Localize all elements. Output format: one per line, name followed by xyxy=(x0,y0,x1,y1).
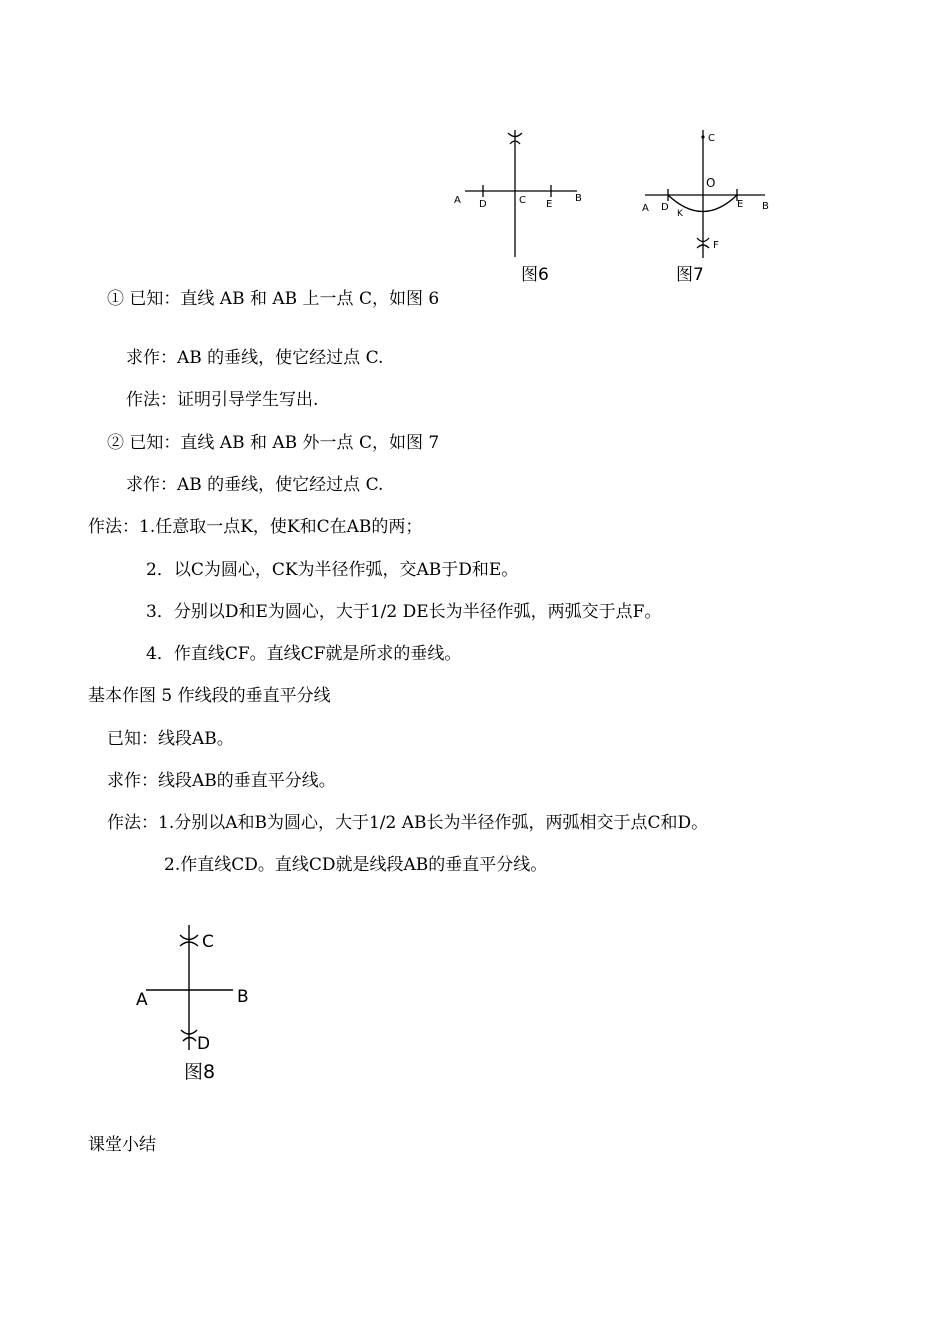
fig8-label-c: C xyxy=(202,932,214,952)
fig6-label-e: E xyxy=(546,199,553,210)
fig7-label-k: K xyxy=(677,209,683,219)
text-line-12: 求作：线段AB的垂直平分线。 xyxy=(107,771,336,791)
fig6-label-a: A xyxy=(454,195,461,206)
fig7-label-e: E xyxy=(737,199,744,210)
fig6-label-b: B xyxy=(575,193,582,204)
fig7-label-f: F xyxy=(713,240,719,251)
fig6-caption: 图6 xyxy=(521,265,549,285)
text-line-6: 作法：1.任意取一点K，使K和C在AB的两； xyxy=(88,517,423,537)
fig7-label-o: O xyxy=(706,176,716,190)
text-line-4: ② 已知：直线 AB 和 AB 外一点 C，如图 7 xyxy=(107,433,440,453)
fig7-label-d: D xyxy=(661,202,669,213)
text-line-8: 3．分别以D和E为圆心，大于1/2 DE长为半径作弧，两弧交于点F。 xyxy=(146,602,662,622)
fig7-label-c: C xyxy=(708,133,715,144)
section-heading: 基本作图 5 作线段的垂直平分线 xyxy=(88,686,331,706)
fig8-caption: 图8 xyxy=(184,1061,216,1083)
summary-heading: 课堂小结 xyxy=(88,1135,156,1155)
text-line-3: 作法：证明引导学生写出. xyxy=(126,390,319,410)
fig7-caption: 图7 xyxy=(676,265,704,285)
fig6-label-c: C xyxy=(519,195,526,206)
fig6-label-d: D xyxy=(479,199,487,210)
fig8-label-d: D xyxy=(197,1034,211,1054)
text-line-14: 2.作直线CD。直线CD就是线段AB的垂直平分线。 xyxy=(164,855,548,875)
text-line-11: 已知：线段AB。 xyxy=(107,729,234,749)
fig8-label-a: A xyxy=(136,990,148,1010)
text-line-9: 4．作直线CF。直线CF就是所求的垂线。 xyxy=(146,644,462,664)
text-line-2: 求作：AB 的垂线，使它经过点 C. xyxy=(126,348,384,368)
fig7-label-a: A xyxy=(642,203,649,214)
text-line-1: ① 已知：直线 AB 和 AB 上一点 C，如图 6 xyxy=(107,289,440,309)
fig8-label-b: B xyxy=(237,987,249,1007)
fig7-label-b: B xyxy=(762,201,769,212)
text-line-5: 求作：AB 的垂线，使它经过点 C. xyxy=(126,475,384,495)
text-line-7: 2．以C为圆心，CK为半径作弧，交AB于D和E。 xyxy=(146,560,519,580)
text-line-13: 作法：1.分别以A和B为圆心，大于1/2 AB长为半径作弧，两弧相交于点C和D。 xyxy=(107,813,709,833)
